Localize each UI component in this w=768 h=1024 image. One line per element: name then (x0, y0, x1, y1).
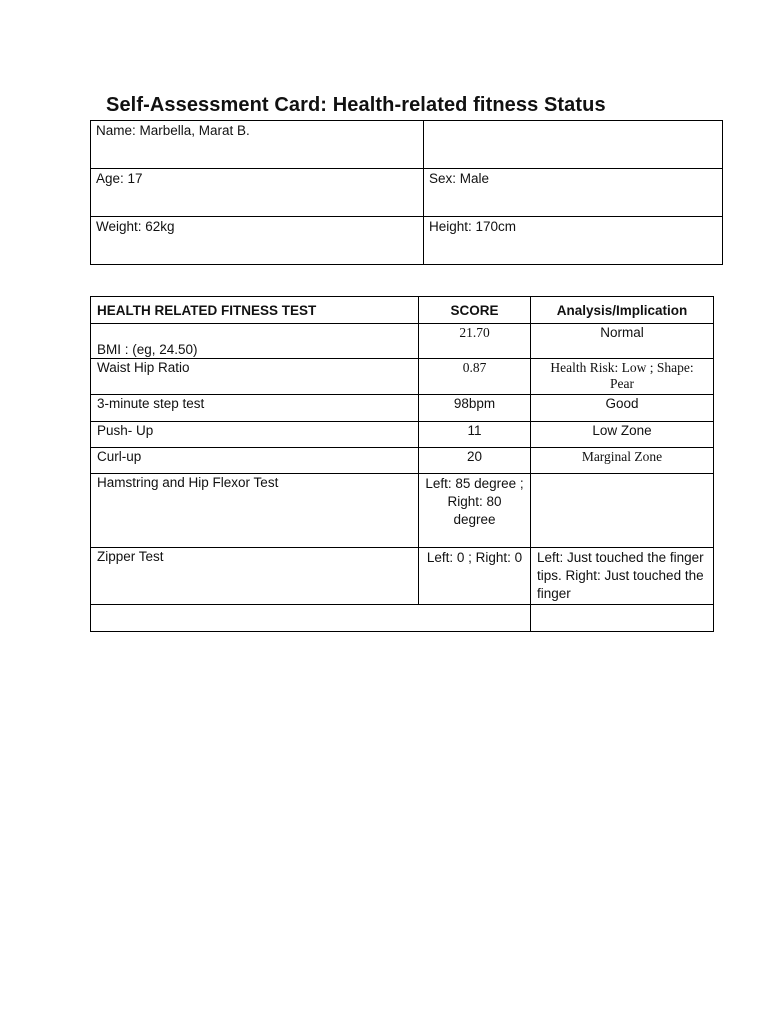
score-cell: 11 (419, 422, 531, 448)
test-name-cell: Hamstring and Hip Flexor Test (91, 474, 419, 548)
sex-cell: Sex: Male (424, 169, 723, 217)
analysis-cell: Low Zone (531, 422, 714, 448)
name-cell: Name: Marbella, Marat B. (91, 121, 424, 169)
fitness-test-table (90, 296, 714, 632)
test-name-cell: Curl-up (91, 448, 419, 474)
personal-info-table (90, 120, 723, 265)
analysis-cell: Left: Just touched the finger tips. Right: Just touched the finger (531, 548, 714, 605)
weight-cell: Weight: 62kg (91, 217, 424, 265)
score-cell: 21.70 (419, 324, 531, 359)
score-cell: Left: 85 degree ; Right: 80 degree (419, 474, 531, 548)
empty-analysis-cell (531, 605, 714, 632)
empty-cell (91, 605, 531, 632)
table-row (91, 422, 714, 448)
table-row (91, 324, 714, 359)
analysis-cell (531, 474, 714, 548)
test-name-cell: BMI : (eg, 24.50) (91, 324, 419, 359)
name-right-cell (424, 121, 723, 169)
info-row-name (91, 121, 723, 169)
score-cell: 20 (419, 448, 531, 474)
height-cell: Height: 170cm (424, 217, 723, 265)
table-row (91, 548, 714, 605)
table-row (91, 359, 714, 395)
info-row-weight-height (91, 217, 723, 265)
analysis-cell: Health Risk: Low ; Shape: Pear (531, 359, 714, 395)
table-row (91, 605, 714, 632)
table-row (91, 448, 714, 474)
header-test: HEALTH RELATED FITNESS TEST (91, 297, 419, 324)
test-name-cell: Waist Hip Ratio (91, 359, 419, 395)
table-row (91, 395, 714, 422)
analysis-cell: Good (531, 395, 714, 422)
table-header-row (91, 297, 714, 324)
analysis-cell: Marginal Zone (531, 448, 714, 474)
header-score: SCORE (419, 297, 531, 324)
age-cell: Age: 17 (91, 169, 424, 217)
analysis-cell: Normal (531, 324, 714, 359)
table-row (91, 474, 714, 548)
info-row-age-sex (91, 169, 723, 217)
test-name-cell: Push- Up (91, 422, 419, 448)
test-name-cell: Zipper Test (91, 548, 419, 605)
score-cell: 0.87 (419, 359, 531, 395)
page-title: Self-Assessment Card: Health-related fitness Status (106, 94, 606, 116)
header-analysis: Analysis/Implication (531, 297, 714, 324)
score-cell: Left: 0 ; Right: 0 (419, 548, 531, 605)
score-cell: 98bpm (419, 395, 531, 422)
test-name-cell: 3-minute step test (91, 395, 419, 422)
